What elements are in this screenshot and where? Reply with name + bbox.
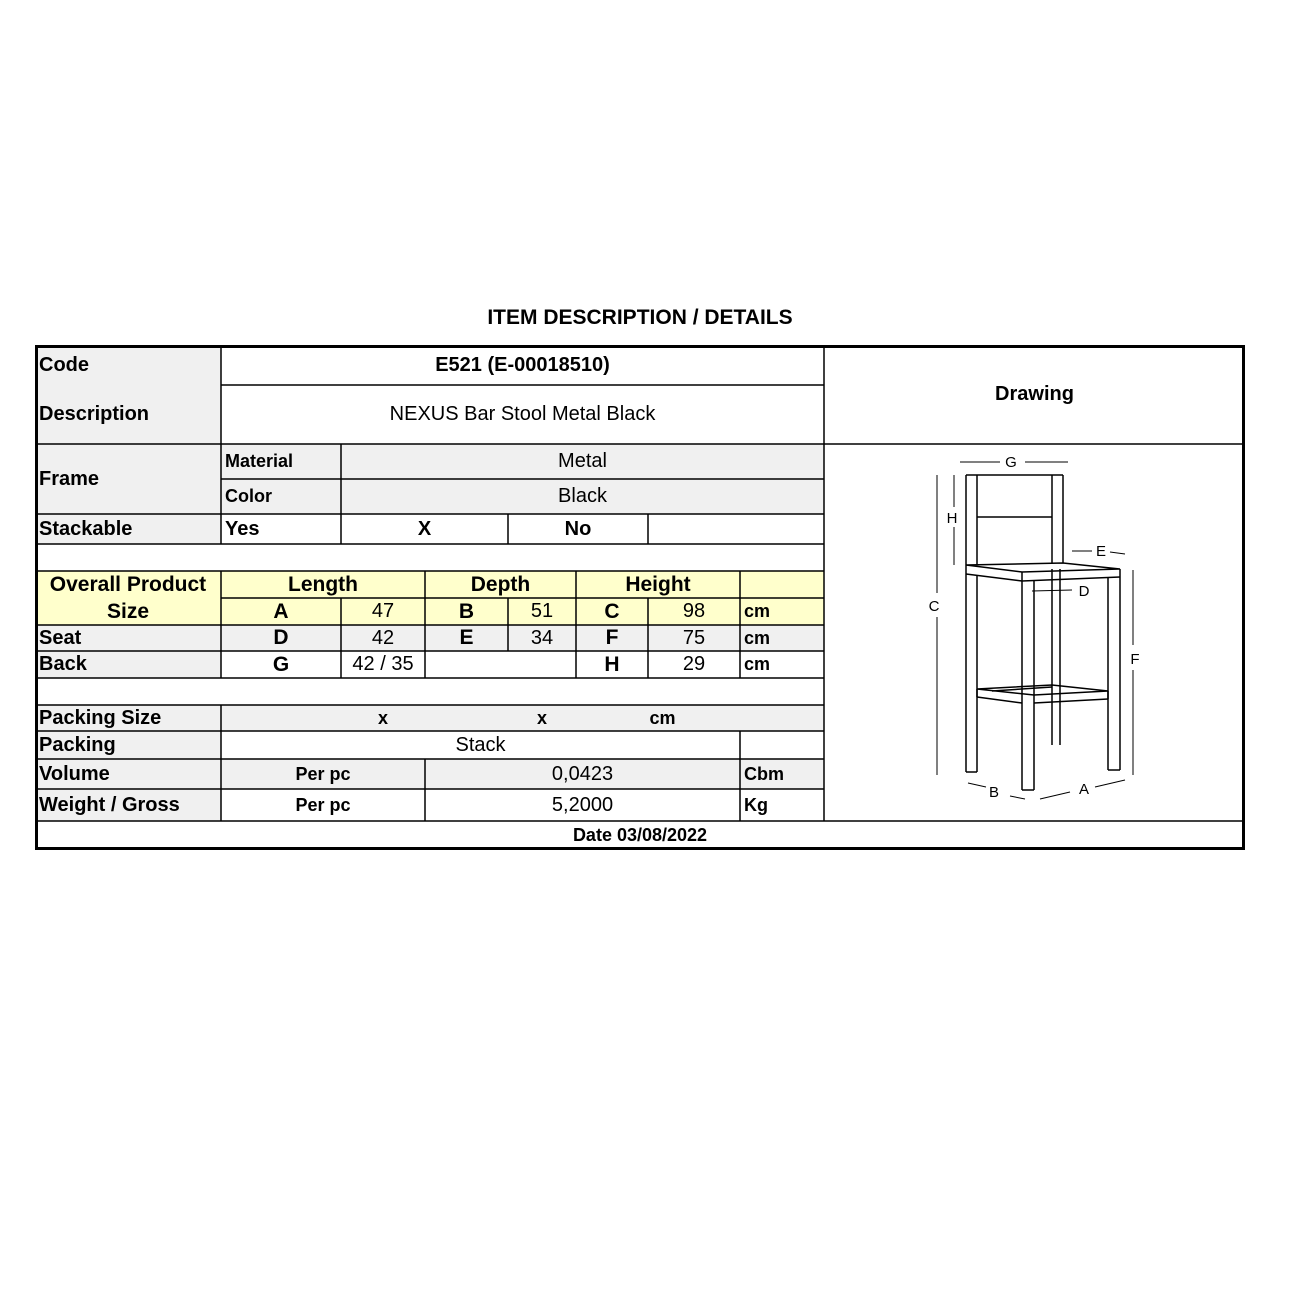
material-value: Metal (558, 450, 607, 472)
dim-b-value: 51 (530, 600, 554, 622)
seat-label: Seat (39, 626, 82, 649)
length-header: Length (288, 572, 358, 596)
code-value: E521 (E-00018510) (435, 353, 610, 376)
label-b: B (988, 784, 1000, 801)
dim-a-value: 47 (371, 600, 395, 622)
dim-a-letter: A (273, 599, 289, 623)
overall-unit: cm (744, 601, 771, 621)
weight-per: Per pc (295, 794, 351, 815)
code-label: Code (39, 353, 89, 376)
dim-f-letter: F (605, 626, 619, 649)
stackable-yes-label: Yes (225, 517, 260, 540)
dim-b-letter: B (458, 599, 475, 623)
weight-value: 5,2000 (551, 793, 614, 816)
dim-c-value: 98 (682, 600, 706, 622)
seat-unit: cm (744, 627, 771, 648)
packing-size-label: Packing Size (39, 706, 162, 729)
label-a: A (1078, 781, 1090, 798)
material-label: Material (225, 451, 294, 471)
bar-stool-drawing (900, 445, 1160, 815)
volume-label: Volume (39, 762, 110, 785)
dim-d-letter: D (273, 626, 289, 649)
color-label: Color (225, 486, 272, 506)
back-label: Back (39, 653, 87, 675)
label-c: C (928, 598, 940, 615)
stackable-yes-mark: X (417, 517, 432, 540)
dim-g-value: 42 / 35 (352, 653, 414, 675)
dim-h-letter: H (604, 652, 620, 676)
label-e: E (1095, 543, 1107, 560)
weight-unit: Kg (744, 794, 768, 815)
weight-label: Weight / Gross (39, 793, 180, 816)
description-value: NEXUS Bar Stool Metal Black (389, 403, 656, 425)
stackable-label: Stackable (39, 517, 133, 540)
packing-size-x1: x (377, 707, 388, 728)
label-g: G (1005, 454, 1017, 471)
height-header: Height (625, 572, 691, 596)
overall-label-line1: Overall Product (49, 572, 207, 596)
dim-f-value: 75 (682, 626, 706, 649)
color-value: Black (558, 485, 607, 507)
description-label: Description (39, 403, 150, 425)
packing-size-x2: x (536, 707, 547, 728)
packing-size-unit: cm (649, 707, 676, 728)
overall-label-line2: Size (106, 599, 150, 623)
label-f: F (1130, 651, 1140, 668)
volume-per: Per pc (295, 763, 351, 784)
stackable-no-label: No (564, 517, 592, 540)
packing-label: Packing (39, 733, 116, 756)
depth-header: Depth (470, 572, 531, 596)
stackable-no-mark (648, 514, 824, 544)
dim-h-value: 29 (682, 653, 706, 675)
volume-value: 0,0423 (551, 762, 614, 785)
dim-g-letter: G (272, 652, 290, 676)
label-d: D (1078, 583, 1090, 600)
stool-outline (966, 475, 1120, 790)
dim-e-letter: E (459, 626, 474, 649)
packing-value: Stack (455, 733, 506, 756)
page-title: ITEM DESCRIPTION / DETAILS (487, 306, 793, 329)
frame-label: Frame (39, 467, 100, 490)
dim-d-value: 42 (371, 626, 395, 649)
label-h: H (946, 510, 958, 527)
dim-c-letter: C (604, 599, 620, 623)
back-unit: cm (744, 654, 771, 674)
dim-e-value: 34 (530, 626, 554, 649)
date-footer: Date 03/08/2022 (572, 825, 708, 845)
drawing-label: Drawing (995, 383, 1074, 405)
volume-unit: Cbm (744, 763, 784, 784)
